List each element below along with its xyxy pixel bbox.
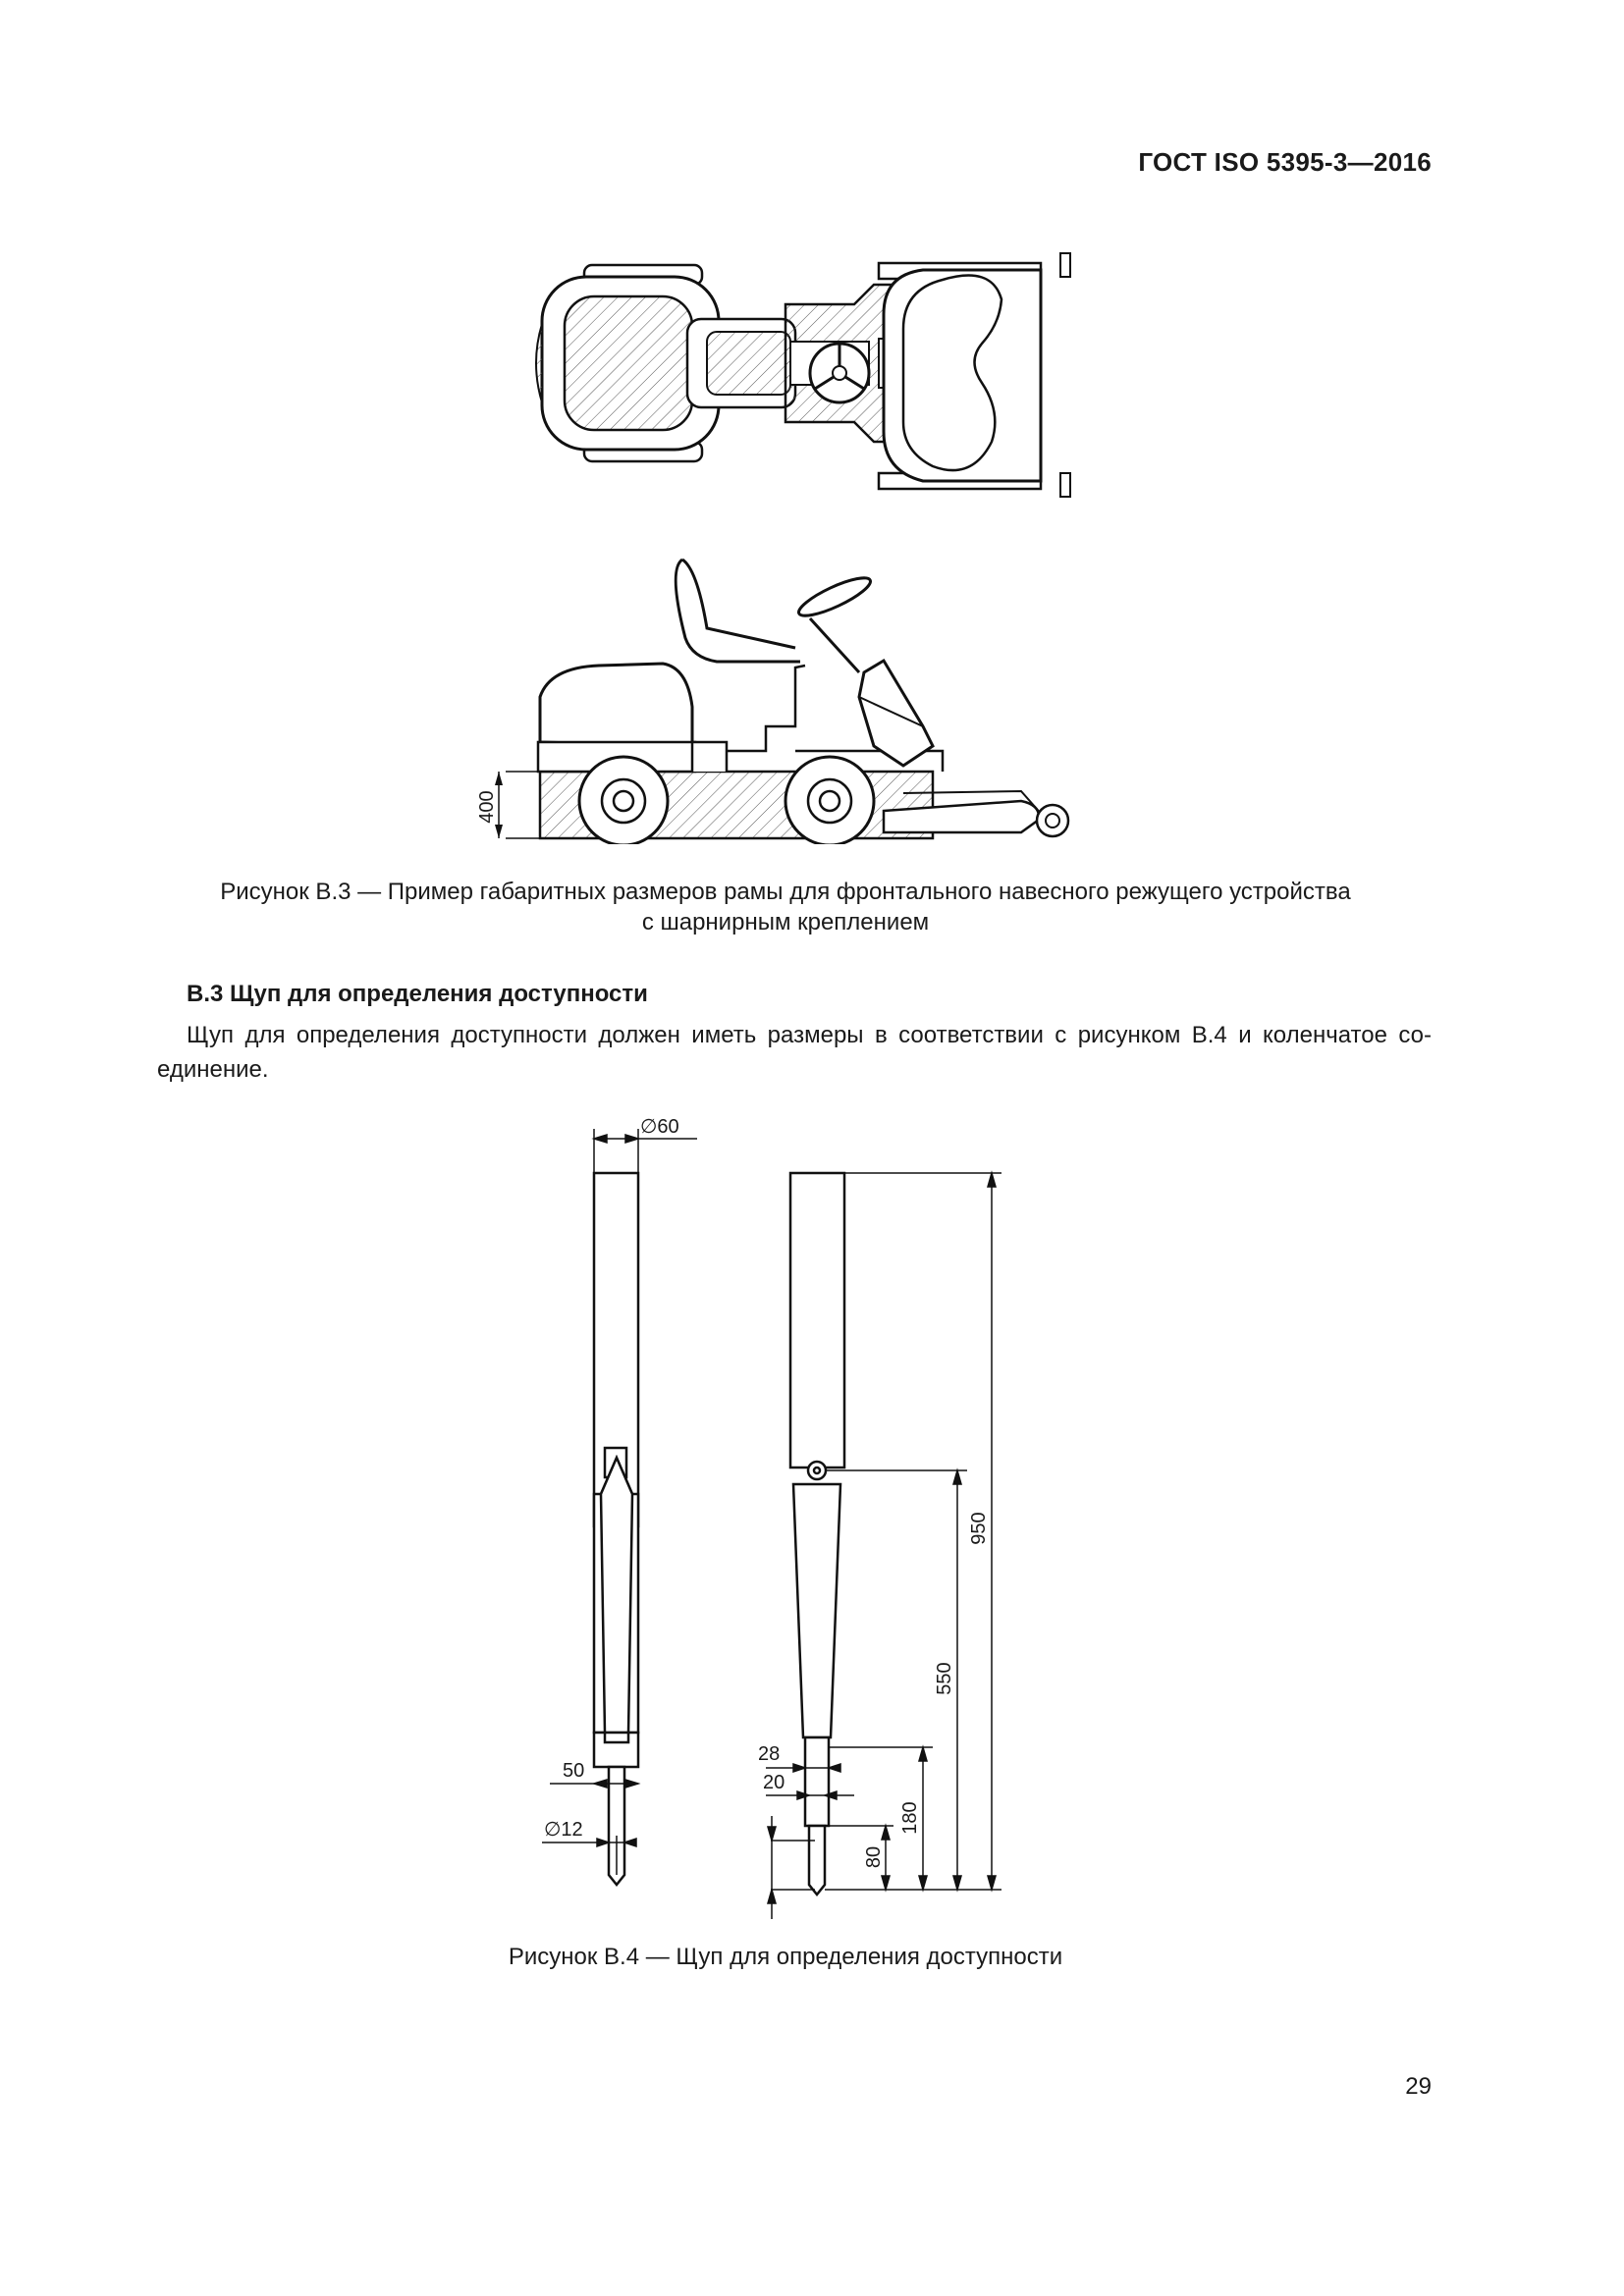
dim-80: 80 — [863, 1845, 885, 1869]
figure-b3-caption-line1: Рисунок B.3 — Пример габаритных размеров рамы для фронтального навесного режущего устройства — [220, 879, 1351, 905]
front-wheel — [785, 757, 874, 844]
rear-wheel — [579, 757, 668, 844]
dim-950: 950 — [968, 1512, 990, 1545]
height-dimension — [476, 772, 540, 838]
steering-wheel-top — [810, 344, 869, 402]
figure-b3-caption-line2: с шарнирным креплением — [641, 909, 930, 935]
dim-28: 28 — [758, 1743, 781, 1765]
figure-b3-caption — [147, 877, 1424, 937]
mower-body-side — [538, 560, 943, 772]
dim-180: 180 — [899, 1801, 921, 1835]
page-number: 29 — [1405, 2073, 1432, 2100]
dim-550: 550 — [934, 1662, 955, 1695]
figure-b4-caption: Рисунок B.4 — Щуп для определения доступности — [508, 1944, 1063, 1970]
figure-b3-top-view — [530, 245, 1080, 510]
dim-20: 20 — [763, 1772, 785, 1793]
probe-side-view — [790, 1173, 844, 1895]
figure-b3-side-view — [471, 550, 1080, 844]
dim-diameter-12: ∅12 — [544, 1819, 583, 1841]
probe-front-view — [594, 1173, 638, 1885]
paragraph-line2: единение. — [157, 1056, 269, 1083]
section-title: B.3 Щуп для определения доступности — [187, 981, 648, 1007]
paragraph-line1: Щуп для определения доступности должен иметь размеры в соответствии с рисунком B.4 и коленчатое со- — [187, 1022, 1432, 1048]
document-header: ГОСТ ISO 5395-3—2016 — [1138, 147, 1432, 177]
figure-b4-probe — [530, 1099, 1041, 1924]
dim-diameter-60: ∅60 — [640, 1116, 679, 1138]
dimension-400: 400 — [476, 790, 498, 824]
cutting-deck-top — [879, 253, 1070, 497]
dim-50: 50 — [563, 1760, 585, 1782]
section-paragraph — [157, 1018, 1432, 1087]
